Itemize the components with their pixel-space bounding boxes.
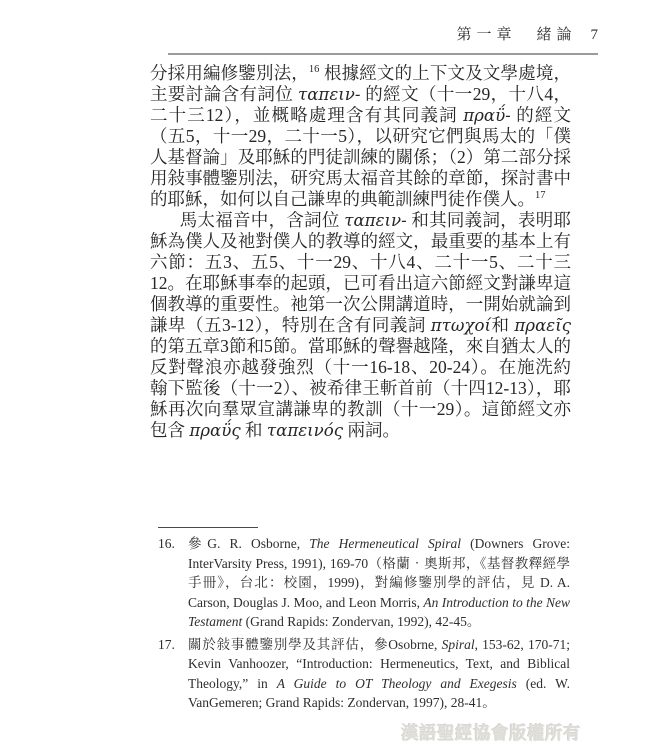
copyright-watermark: 漢語聖經協會版權所有 [401, 723, 581, 743]
footnotes [158, 534, 570, 716]
footnote-separator [158, 527, 258, 528]
footnote-17 [158, 635, 570, 713]
running-head [168, 23, 598, 55]
page-number: 7 [590, 27, 598, 43]
body-paragraph-2: 馬太福音中，含詞位 ταπειν- 和其同義詞，表明耶穌為僕人及祂對僕人的教導的經文，最重要的基本上有六節：五3、五5、十一29、十八4、二十一5、二十三12。在耶穌事奉的起頭，已可看出這六節經文對謙卑這個教導的重要性。祂第一次公開講道時，一開始就論到謙卑（五3-12），特別在含有同義詞 πτωχοί和 πραεῖς 的第五章3節和5節。當耶穌的聲譽越隆，來自猶太人的反對聲浪亦越發強烈（十一16-18、20-24）。在施洗約翰下監後（十一2）、被希律王斬首前（十四12-13），耶穌再次向羣眾宣講謙卑的教訓（十一29）。這節經文亦包含 πραΰς 和 ταπεινός 兩詞。 [150, 210, 572, 440]
body-paragraph-1: 分採用編修鑒別法，$^{16}$ 根據經文的上下文及文學處境，主要討論含有詞位 ταπειν- 的經文（十一29，十八4，二十三12），並概略處理含有其同義詞 πραΰ- 的經文（五5，十一29，二十一5），以研究它們與馬太的「僕人基督論」及耶穌的門徒訓練的關係；（2）第二部分採用敍事體鑒別法，研究馬太福音其餘的章節，探討書中的耶穌，如何以自己謙卑的典範訓練門徒作僕人。$^{17}$ [150, 63, 572, 209]
footnote-text: 關於敍事體鑒別學及其評估，參Osobrne, Spiral, 153-62, 170-71; Kevin Vanhoozer, “Introduction: Hermeneutics, Text, and Biblical Theology,” in A Guide to OT Theology and Exegesis (ed. W. VanGemeren; Grand Rapids: Zondervan, 1997), 28-41。 [188, 636, 570, 710]
chapter-title: 第一章 緒論 [456, 27, 577, 43]
body-text [150, 63, 571, 441]
footnote-number: 16. [158, 536, 175, 551]
footnote-16 [158, 534, 570, 632]
footnote-text: 參G. R. Osborne, The Hermeneutical Spiral (Downers Grove: InterVarsity Press, 1991), 169-70（格蘭‧奧斯邦，《基督教釋經學手冊》，台北：校園，1999)，對編修鑒別學的評估，見 D. A. Carson, Douglas J. Moo, and Leon Morris, An Introduction to the New Testament (Grand Rapids: Zondervan, 1992), 42-45。 [188, 536, 571, 629]
footnote-number: 17. [158, 636, 175, 652]
